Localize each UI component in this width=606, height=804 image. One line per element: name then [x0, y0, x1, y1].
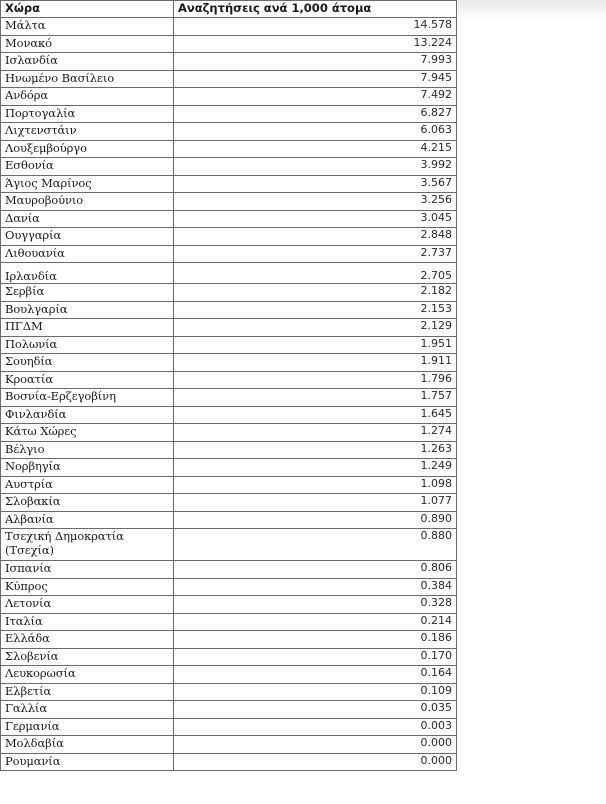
header-country: Χώρα — [1, 1, 174, 18]
table-row — [1, 284, 457, 302]
country-cell: Βουλγαρία — [1, 301, 174, 319]
searches-value-cell: 2.182 — [174, 284, 457, 302]
country-cell: Γερμανία — [1, 718, 174, 736]
table-row — [1, 35, 457, 53]
table-row — [1, 53, 457, 71]
country-cell: Κύπρος — [1, 578, 174, 596]
table-row — [1, 406, 457, 424]
country-cell: Μονακό — [1, 35, 174, 53]
searches-value-cell: 2.705 — [174, 263, 457, 284]
searches-value-cell: 0.880 — [174, 529, 457, 561]
searches-value-cell: 0.806 — [174, 561, 457, 579]
table-row — [1, 371, 457, 389]
country-cell: Πορτογαλία — [1, 105, 174, 123]
country-cell: Άγιος Μαρίνος — [1, 175, 174, 193]
searches-value-cell: 3.256 — [174, 193, 457, 211]
table-row — [1, 736, 457, 754]
searches-value-cell: 2.848 — [174, 228, 457, 246]
country-cell: Μαυροβούνιο — [1, 193, 174, 211]
searches-value-cell: 4.215 — [174, 140, 457, 158]
table-row — [1, 701, 457, 719]
header-searches-per-1000: Αναζητήσεις ανά 1,000 άτομα — [174, 1, 457, 18]
searches-value-cell: 3.567 — [174, 175, 457, 193]
country-cell: Σλοβακία — [1, 494, 174, 512]
country-cell: Δανία — [1, 210, 174, 228]
table-row — [1, 88, 457, 106]
searches-value-cell: 3.992 — [174, 158, 457, 176]
country-cell: Αλβανία — [1, 511, 174, 529]
searches-value-cell: 7.492 — [174, 88, 457, 106]
searches-value-cell: 0.109 — [174, 683, 457, 701]
country-cell: Σλοβενία — [1, 648, 174, 666]
table-row — [1, 319, 457, 337]
table-header-row — [1, 1, 457, 18]
country-cell: Σουηδία — [1, 354, 174, 372]
searches-value-cell: 1.263 — [174, 441, 457, 459]
country-cell: Ιταλία — [1, 613, 174, 631]
searches-value-cell: 3.045 — [174, 210, 457, 228]
searches-value-cell: 7.993 — [174, 53, 457, 71]
country-cell: Σερβία — [1, 284, 174, 302]
country-cell: Λετονία — [1, 596, 174, 614]
searches-value-cell: 0.328 — [174, 596, 457, 614]
searches-value-cell: 0.890 — [174, 511, 457, 529]
table-body — [1, 18, 457, 771]
table-row — [1, 753, 457, 771]
searches-value-cell: 1.098 — [174, 476, 457, 494]
table-row — [1, 210, 457, 228]
page-edge-shadow — [456, 0, 606, 22]
table-row — [1, 193, 457, 211]
table-row — [1, 459, 457, 477]
searches-value-cell: 1.796 — [174, 371, 457, 389]
table-row — [1, 511, 457, 529]
table-row — [1, 683, 457, 701]
searches-value-cell: 0.384 — [174, 578, 457, 596]
searches-value-cell: 2.153 — [174, 301, 457, 319]
country-cell: Λευκορωσία — [1, 666, 174, 684]
country-cell: Λιχτενστάιν — [1, 123, 174, 141]
table-row — [1, 561, 457, 579]
table-row — [1, 336, 457, 354]
table-row — [1, 389, 457, 407]
country-cell: ΠΓΔΜ — [1, 319, 174, 337]
table-row — [1, 494, 457, 512]
country-cell: Ελλάδα — [1, 631, 174, 649]
searches-value-cell: 2.129 — [174, 319, 457, 337]
country-cell: Μάλτα — [1, 18, 174, 36]
table-row — [1, 301, 457, 319]
table-row — [1, 631, 457, 649]
country-cell: Κροατία — [1, 371, 174, 389]
searches-value-cell: 2.737 — [174, 245, 457, 263]
table-row — [1, 123, 457, 141]
searches-value-cell: 6.827 — [174, 105, 457, 123]
searches-value-cell: 0.170 — [174, 648, 457, 666]
searches-value-cell: 0.035 — [174, 701, 457, 719]
country-cell: Ιρλανδία — [1, 263, 174, 284]
searches-value-cell: 1.077 — [174, 494, 457, 512]
searches-value-cell: 14.578 — [174, 18, 457, 36]
table-row — [1, 228, 457, 246]
searches-value-cell: 1.645 — [174, 406, 457, 424]
searches-value-cell: 1.274 — [174, 424, 457, 442]
table-row — [1, 158, 457, 176]
country-cell: Ουγγαρία — [1, 228, 174, 246]
table-row — [1, 666, 457, 684]
country-cell: Βέλγιο — [1, 441, 174, 459]
table-row — [1, 175, 457, 193]
table-row — [1, 105, 457, 123]
table-row — [1, 140, 457, 158]
country-cell: Λιθουανία — [1, 245, 174, 263]
country-cell: Ισπανία — [1, 561, 174, 579]
table-row — [1, 263, 457, 284]
table-row — [1, 529, 457, 561]
searches-value-cell: 7.945 — [174, 70, 457, 88]
country-cell: Πολωνία — [1, 336, 174, 354]
country-cell: Ανδόρα — [1, 88, 174, 106]
country-cell: Γαλλία — [1, 701, 174, 719]
table-row — [1, 578, 457, 596]
country-cell: Νορβηγία — [1, 459, 174, 477]
searches-value-cell: 0.214 — [174, 613, 457, 631]
country-cell: Κάτω Χώρες — [1, 424, 174, 442]
country-cell: Αυστρία — [1, 476, 174, 494]
country-cell: Λουξεμβούργο — [1, 140, 174, 158]
country-cell: Φινλανδία — [1, 406, 174, 424]
searches-value-cell: 1.951 — [174, 336, 457, 354]
country-cell: Ελβετία — [1, 683, 174, 701]
country-cell: Εσθονία — [1, 158, 174, 176]
country-cell: Ισλανδία — [1, 53, 174, 71]
table-row — [1, 245, 457, 263]
searches-value-cell: 0.186 — [174, 631, 457, 649]
searches-value-cell: 1.249 — [174, 459, 457, 477]
searches-value-cell: 13.224 — [174, 35, 457, 53]
table-row — [1, 354, 457, 372]
table-row — [1, 596, 457, 614]
table-row — [1, 648, 457, 666]
table-row — [1, 476, 457, 494]
searches-value-cell: 1.911 — [174, 354, 457, 372]
searches-value-cell: 1.757 — [174, 389, 457, 407]
table-row — [1, 18, 457, 36]
searches-value-cell: 0.003 — [174, 718, 457, 736]
searches-value-cell: 0.000 — [174, 753, 457, 771]
country-cell: Ρουμανία — [1, 753, 174, 771]
country-cell: Μολδαβία — [1, 736, 174, 754]
searches-value-cell: 0.000 — [174, 736, 457, 754]
searches-value-cell: 0.164 — [174, 666, 457, 684]
searches-value-cell: 6.063 — [174, 123, 457, 141]
table-row — [1, 613, 457, 631]
table-row — [1, 718, 457, 736]
country-cell: Ηνωμένο Βασίλειο — [1, 70, 174, 88]
table-row — [1, 70, 457, 88]
country-cell: Τσεχική Δημοκρατία (Τσεχία) — [1, 529, 174, 561]
table-row — [1, 441, 457, 459]
country-cell: Βοσνία-Ερζεγοβίνη — [1, 389, 174, 407]
table-row — [1, 424, 457, 442]
